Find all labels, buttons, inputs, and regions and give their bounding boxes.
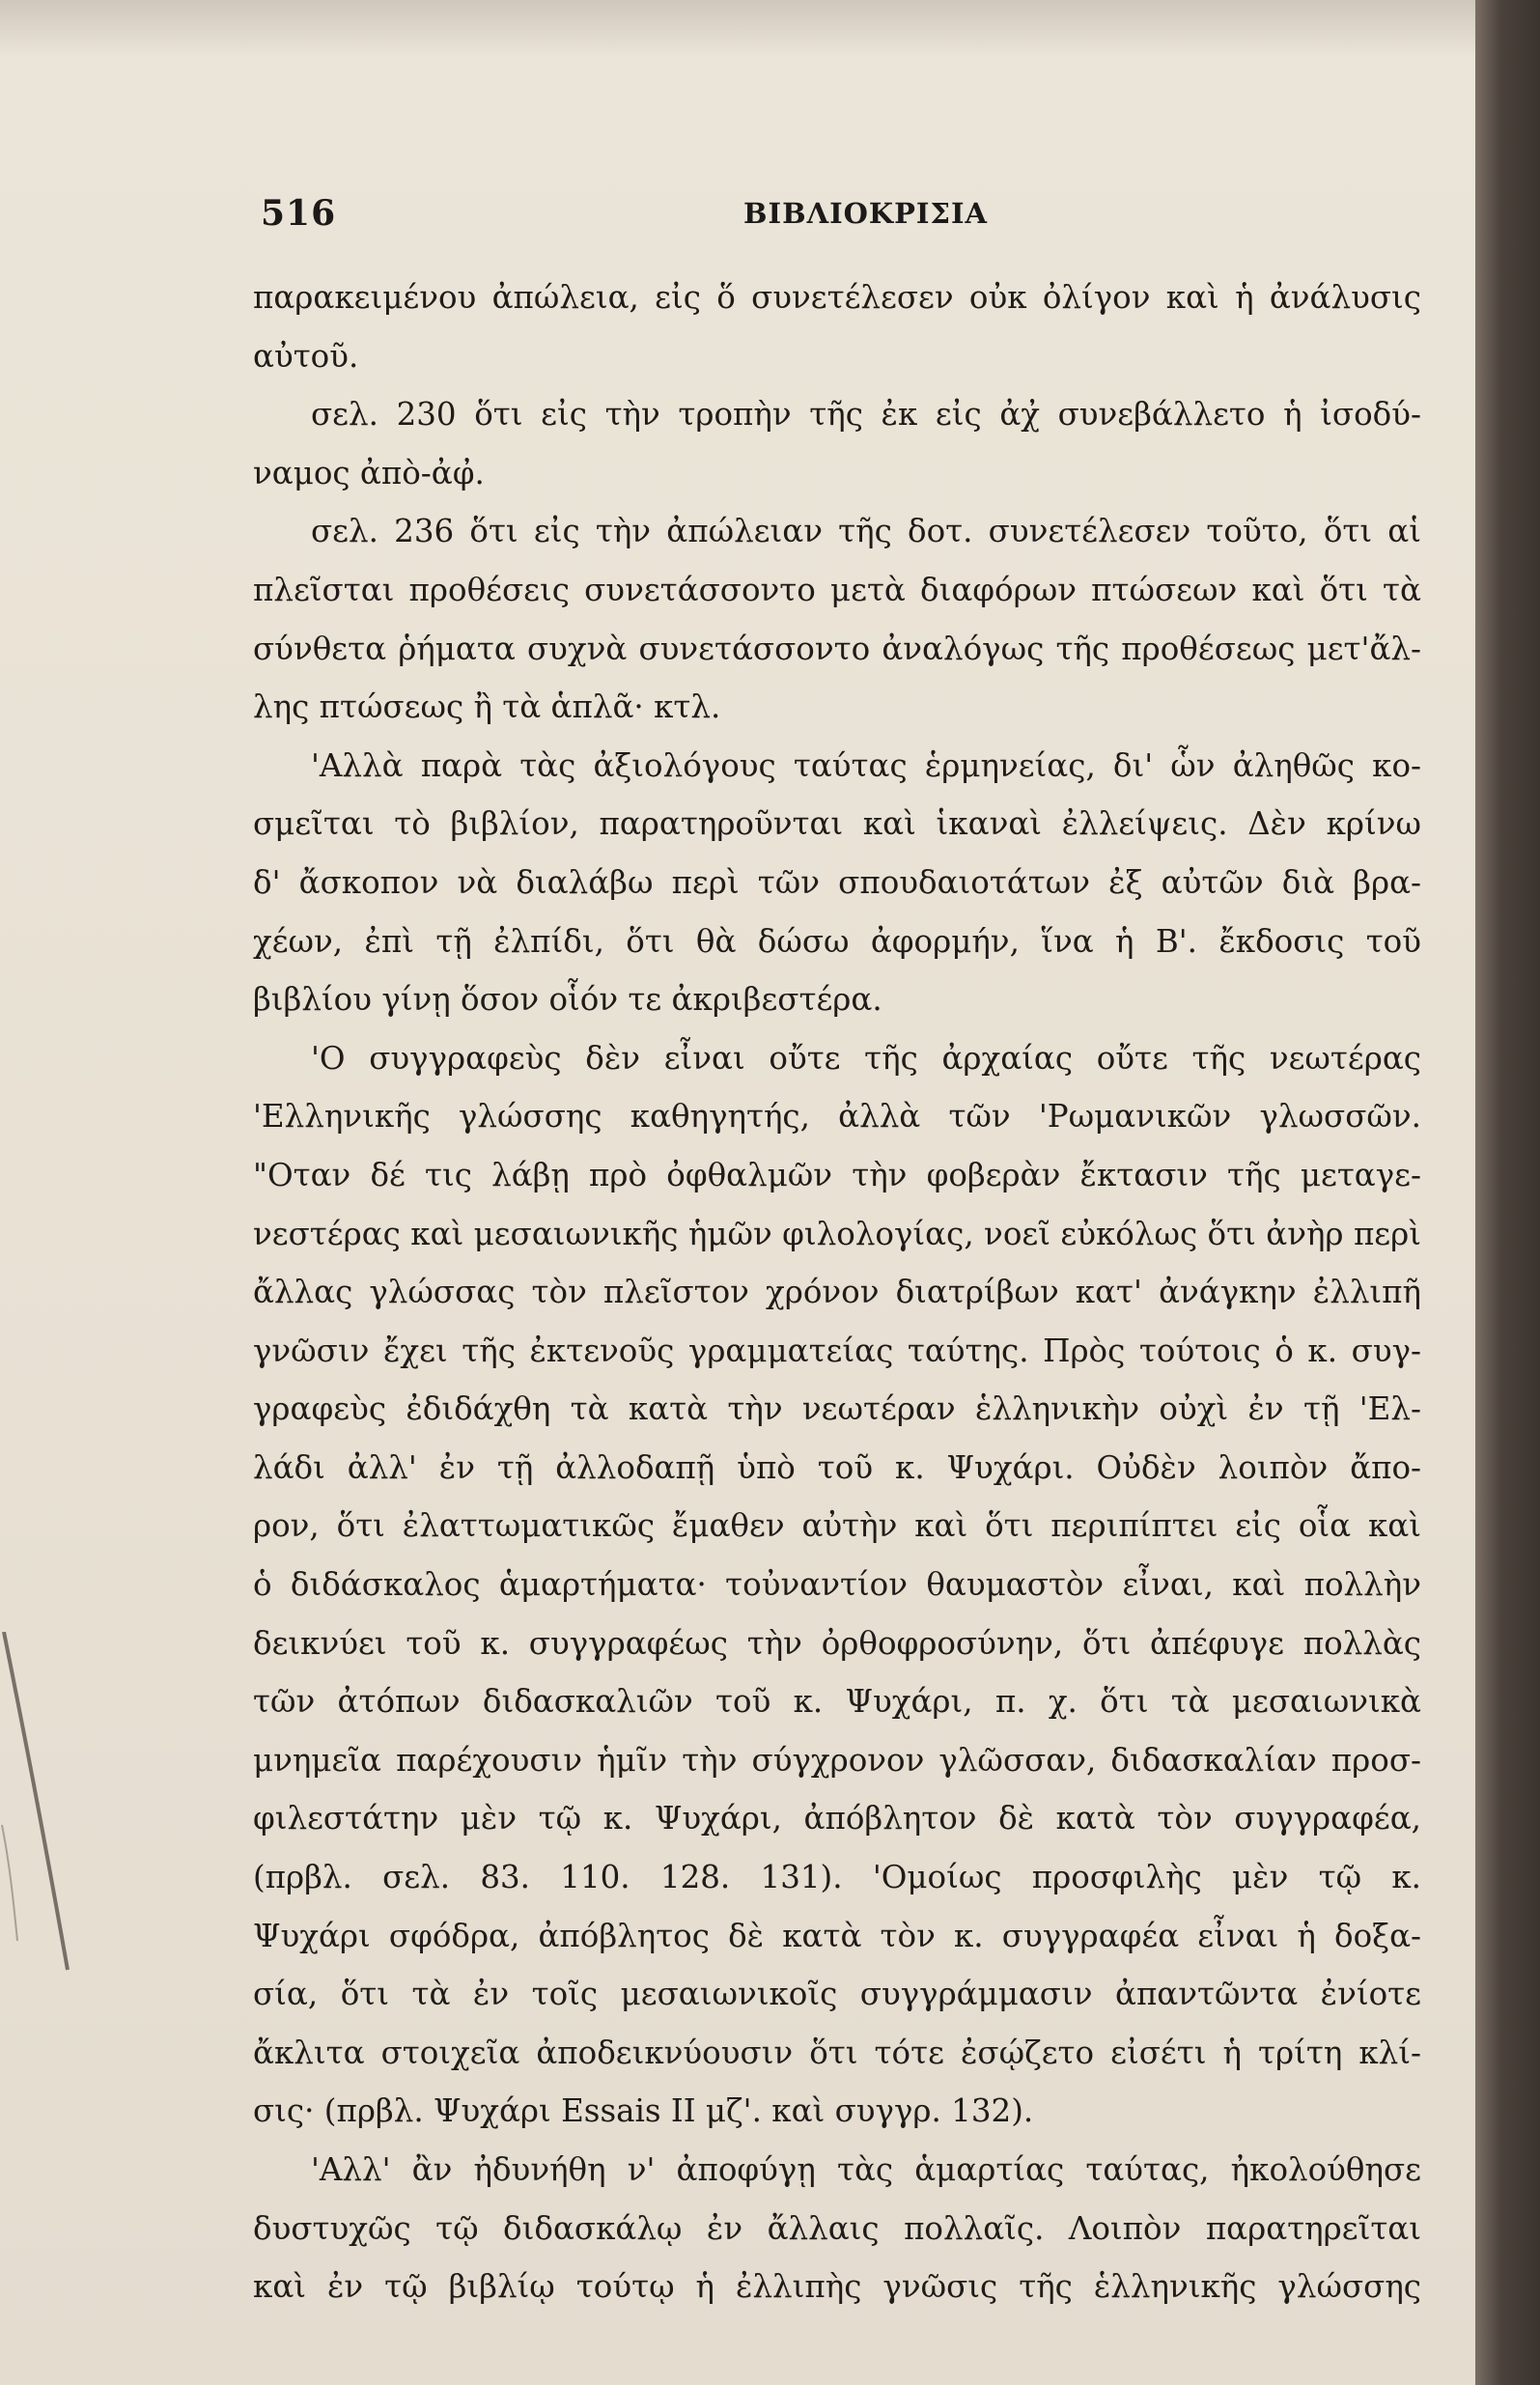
text-line: βιβλίου γίνῃ ὅσον οἷόν τε ἀκριβεστέρα. bbox=[253, 981, 882, 1019]
text-line: σελ. 236 ὅτι εἰς τὴν ἀπώλειαν τῆς δοτ. συνετέλεσεν τοῦτο, ὅτι αἱ bbox=[311, 513, 1421, 550]
text-line: μνημεῖα παρέχουσιν ἡμῖν τὴν σύγχρονον γλῶσσαν, διδασκαλίαν προσ- bbox=[253, 1741, 1421, 1779]
text-line: ὁ διδάσκαλος ἁμαρτήματα· τοὐναντίον θαυμαστὸν εἶναι, καὶ πολλὴν bbox=[253, 1566, 1421, 1604]
text-line: 'Αλλὰ παρὰ τὰς ἀξιολόγους ταύτας ἑρμηνείας, δι' ὧν ἀληθῶς κο- bbox=[311, 746, 1421, 784]
text-line: φιλεστάτην μὲν τῷ κ. Ψυχάρι, ἀπόβλητον δὲ κατὰ τὸν συγγραφέα, bbox=[253, 1800, 1421, 1838]
text-line: πλεῖσται προθέσεις συνετάσσοντο μετὰ διαφόρων πτώσεων καὶ ὅτι τὰ bbox=[253, 571, 1421, 608]
text-line: λάδι ἀλλ' ἐν τῇ ἀλλοδαπῇ ὑπὸ τοῦ κ. Ψυχάρι. Οὐδὲν λοιπὸν ἄπο- bbox=[253, 1448, 1421, 1486]
text-line: γραφεὺς ἐδιδάχθη τὰ κατὰ τὴν νεωτέραν ἑλληνικὴν οὐχὶ ἐν τῇ 'Ελ- bbox=[253, 1390, 1421, 1428]
running-title: ΒΙΒΛΙΟΚΡΙΣΙΑ bbox=[743, 197, 989, 230]
text-line: αὐτοῦ. bbox=[253, 337, 359, 375]
text-line: σελ. 230 ὅτι εἰς τὴν τροπὴν τῆς ἐκ εἰς ἀχ̓ συνεβάλλετο ἡ ἰσοδύ- bbox=[311, 396, 1421, 434]
scan-dark-edge bbox=[1475, 0, 1540, 2385]
text-line: σία, ὅτι τὰ ἐν τοῖς μεσαιωνικοῖς συγγράμμασιν ἀπαντῶντα ἐνίοτε bbox=[253, 1976, 1421, 2013]
text-line: ναμος ἀπὸ-ἀφ̓. bbox=[253, 454, 485, 491]
text-line: δεικνύει τοῦ κ. συγγραφέως τὴν ὀρθοφροσύνην, ὅτι ἀπέφυγε πολλὰς bbox=[253, 1624, 1421, 1662]
page-header bbox=[261, 193, 1448, 241]
text-line: (πρβλ. σελ. 83. 110. 128. 131). 'Ομοίως προσφιλὴς μὲν τῷ κ. bbox=[253, 1859, 1421, 1896]
text-line: λης πτώσεως ἢ τὰ ἁπλᾶ· κτλ. bbox=[253, 688, 721, 726]
text-line: 'Ο συγγραφεὺς δὲν εἶναι οὔτε τῆς ἀρχαίας οὔτε τῆς νεωτέρας bbox=[311, 1039, 1421, 1077]
text-line: σύνθετα ῥήματα συχνὰ συνετάσσοντο ἀναλόγως τῆς προθέσεως μετ'ἄλ- bbox=[253, 630, 1421, 667]
text-line: παρακειμένου ἀπώλεια, εἰς ὅ συνετέλεσεν οὐκ ὀλίγον καὶ ἡ ἀνάλυσις bbox=[253, 279, 1421, 316]
text-line: Ψυχάρι σφόδρα, ἀπόβλητος δὲ κατὰ τὸν κ. συγγραφέα εἶναι ἡ δοξα- bbox=[253, 1917, 1421, 1954]
text-line: ρον, ὅτι ἐλαττωματικῶς ἔμαθεν αὐτὴν καὶ ὅτι περιπίπτει εἰς οἷα καὶ bbox=[253, 1507, 1421, 1545]
margin-scratch-mark bbox=[0, 1632, 77, 1979]
text-line: δ' ἄσκοπον νὰ διαλάβω περὶ τῶν σπουδαιοτάτων ἐξ αὐτῶν διὰ βρα- bbox=[253, 863, 1421, 901]
text-line: σις· (πρβλ. Ψυχάρι Essais II μζ'. καὶ συγγρ. 132). bbox=[253, 2092, 1034, 2130]
text-line: γνῶσιν ἔχει τῆς ἐκτενοῦς γραμματείας ταύτης. Πρὸς τούτοις ὁ κ. συγ- bbox=[253, 1332, 1421, 1369]
page-number: 516 bbox=[261, 193, 337, 234]
text-line: ἄλλας γλώσσας τὸν πλεῖστον χρόνον διατρίβων κατ' ἀνάγκην ἐλλιπῆ bbox=[253, 1274, 1421, 1311]
text-line: καὶ ἐν τῷ βιβλίῳ τούτῳ ἡ ἐλλιπὴς γνῶσις τῆς ἑλληνικῆς γλώσσης bbox=[253, 2268, 1421, 2306]
text-line: "Οταν δέ τις λάβῃ πρὸ ὀφθαλμῶν τὴν φοβερὰν ἔκτασιν τῆς μεταγε- bbox=[253, 1156, 1421, 1193]
text-line: νεστέρας καὶ μεσαιωνικῆς ἡμῶν φιλολογίας, νοεῖ εὐκόλως ὅτι ἀνὴρ περὶ bbox=[253, 1215, 1421, 1252]
text-line: τῶν ἀτόπων διδασκαλιῶν τοῦ κ. Ψυχάρι, π. χ. ὅτι τὰ μεσαιωνικὰ bbox=[253, 1683, 1421, 1721]
text-line: δυστυχῶς τῷ διδασκάλῳ ἐν ἄλλαις πολλαῖς. Λοιπὸν παρατηρεῖται bbox=[253, 2209, 1421, 2247]
text-line: σμεῖται τὸ βιβλίον, παρατηροῦνται καὶ ἱκαναὶ ἐλλείψεις. Δὲν κρίνω bbox=[253, 805, 1421, 843]
text-line: 'Αλλ' ἂν ἠδυνήθη ν' ἀποφύγῃ τὰς ἁμαρτίας ταύτας, ἠκολούθησε bbox=[311, 2151, 1421, 2188]
text-line: ἄκλιτα στοιχεῖα ἀποδεικνύουσιν ὅτι τότε ἐσῴζετο εἰσέτι ἡ τρίτη κλί- bbox=[253, 2034, 1421, 2071]
body-text bbox=[253, 268, 1421, 2316]
text-line: 'Ελληνικῆς γλώσσης καθηγητής, ἀλλὰ τῶν 'Ρωμανικῶν γλωσσῶν. bbox=[253, 1098, 1421, 1136]
text-line: χέων, ἐπὶ τῇ ἐλπίδι, ὅτι θὰ δώσω ἀφορμήν, ἵνα ἡ Β'. ἔκδοσις τοῦ bbox=[253, 922, 1421, 960]
page-top-shadow bbox=[0, 0, 1475, 58]
